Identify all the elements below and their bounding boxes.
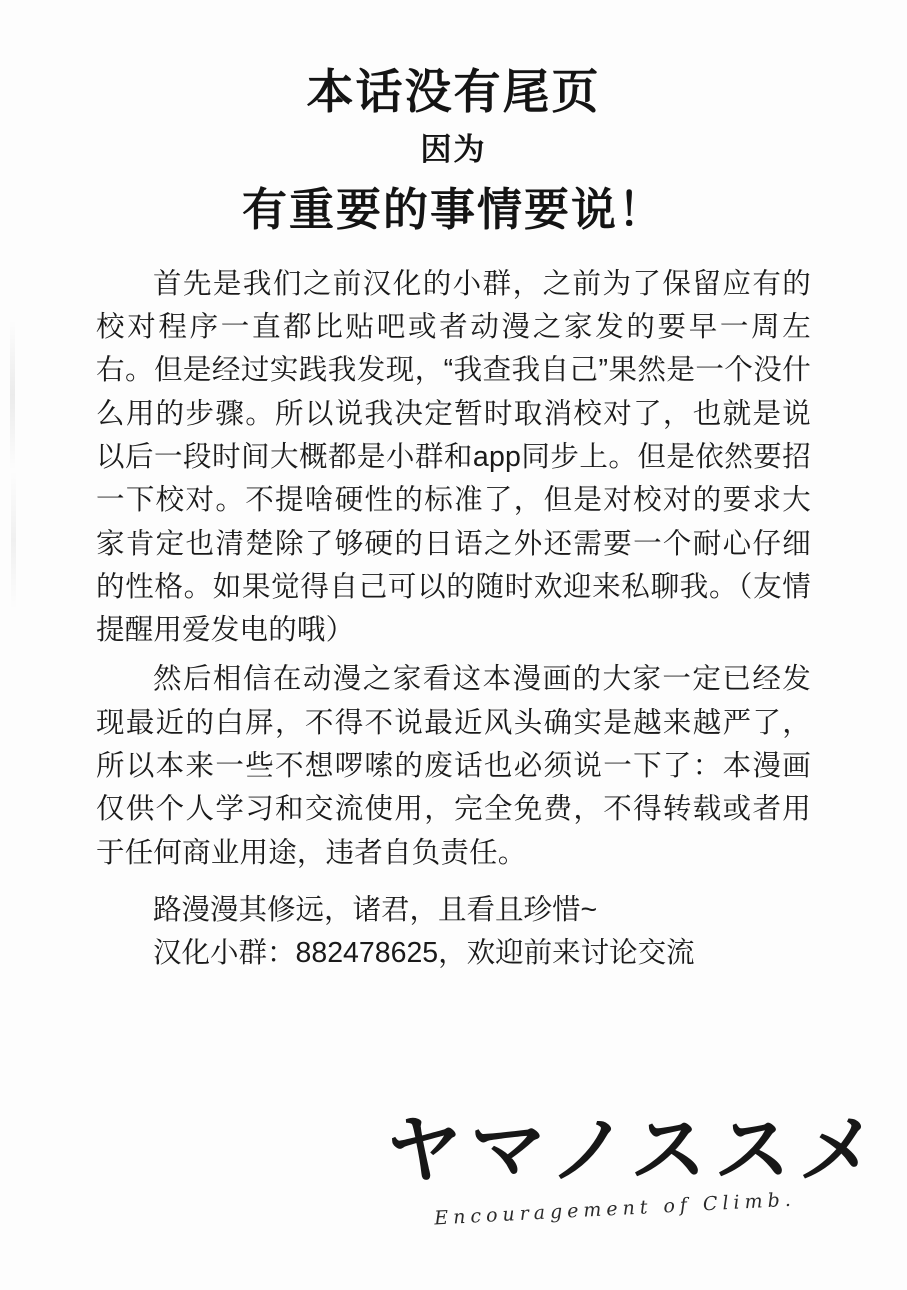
- series-logo-kana: ヤマノススメ: [381, 1105, 887, 1194]
- paragraph-2: 然后相信在动漫之家看这本漫画的大家一定已经发现最近的白屏，不得不说最近风头确实是越来越严了，所以本来一些不想啰嗦的废话也必须说一下了：本漫画仅供个人学习和交流使用，完全免费，不得转载或者用于任何商业用途，违者自负责任。: [96, 663, 811, 869]
- page-emphasis-title: 有重要的事情要说！: [241, 183, 665, 235]
- signoff-line-2: 汉化小群：882478625，欢迎前来讨论交流: [153, 937, 695, 970]
- series-logo: [381, 1105, 887, 1230]
- series-logo-romaji: Encouragement of Climb.: [433, 1188, 797, 1230]
- page-subtitle: 因为: [420, 132, 487, 168]
- paragraph-1: 首先是我们之前汉化的小群，之前为了保留应有的校对程序一直都比贴吧或者动漫之家发的要早一周左右。但是经过实践我发现，“我查我自己”果然是一个没什么用的步骤。所以说我决定暂时取消校对了，也就是说以后一段时间大概都是小群和app同步上。但是依然要招一下校对。不提啥硬性的标准了，但是对校对的要求大家肯定也清楚除了够硬的日语之外还需要一个耐心仔细的性格。如果觉得自己可以的随时欢迎来私聊我。（友情提醒用爱发电的哦）: [96, 267, 811, 647]
- page-title: 本话没有尾页: [306, 65, 601, 118]
- signoff-line-1: 路漫漫其修远，诸君，且看且珍惜~: [153, 894, 598, 927]
- signoff-block: [96, 889, 811, 976]
